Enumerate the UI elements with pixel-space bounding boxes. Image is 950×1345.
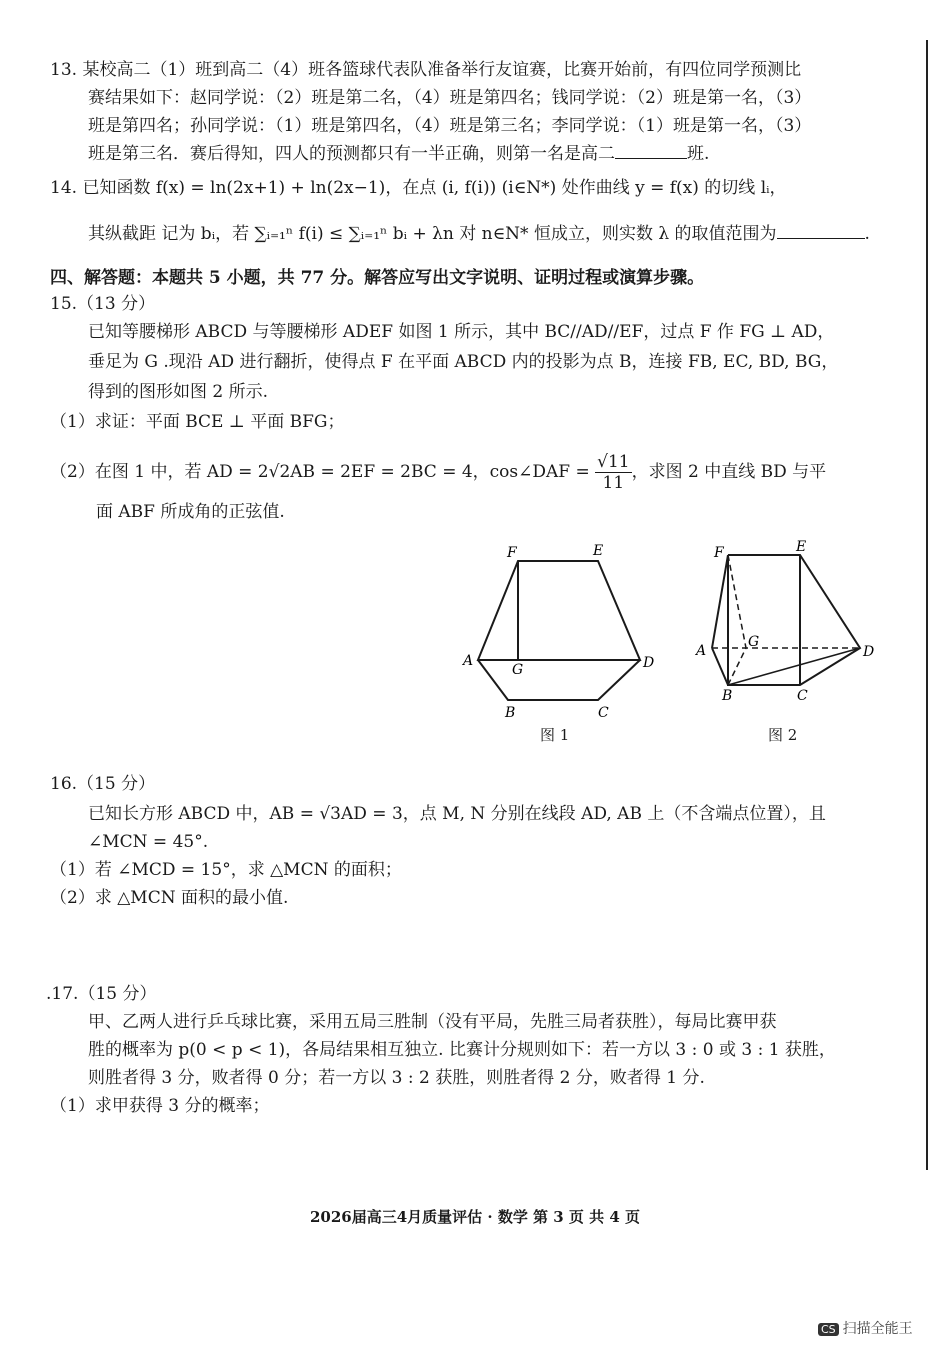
q14-line-1: 14. 已知函数 f(x) = ln(2x+1) + ln(2x−1)，在点 (i, f(i)) (i∈N*) 处作曲线 y = f(x) 的切线 lᵢ， bbox=[50, 178, 787, 198]
trapezoid-adef bbox=[478, 561, 640, 660]
q13-line-4-end: 班. bbox=[687, 144, 710, 164]
label-B: B bbox=[505, 705, 516, 721]
scanner-watermark bbox=[818, 1318, 913, 1338]
q14-line-2-text: 其纵截距 记为 bᵢ，若 ∑ᵢ₌₁ⁿ f(i) ≤ ∑ᵢ₌₁ⁿ bᵢ + λn 对 n∈N* 恒成立，则实数 λ 的取值范围为 bbox=[88, 224, 777, 244]
q17-head: .17.（15 分） bbox=[46, 984, 157, 1004]
q15-part-2-text-a: （2）在图 1 中，若 AD = 2√2AB = 2EF = 2BC = 4，cos∠DAF = bbox=[50, 462, 590, 482]
figure-2 bbox=[690, 535, 885, 705]
q16-head: 16.（15 分） bbox=[50, 774, 156, 794]
trapezoid-abcd bbox=[478, 660, 640, 700]
q15-line-2: 垂足为 G .现沿 AD 进行翻折，使得点 F 在平面 ABCD 内的投影为点 B，连接 FB, EC, BD, BG， bbox=[88, 352, 839, 372]
q14-line-2-end: . bbox=[864, 224, 870, 244]
segment-bd bbox=[728, 648, 860, 685]
figure-1 bbox=[455, 535, 670, 725]
q13-line-4 bbox=[88, 142, 709, 166]
margin-rule bbox=[926, 40, 928, 1170]
cos-fraction bbox=[595, 452, 631, 493]
q13-line-3: 班是第四名；孙同学说：（1）班是第四名，（4）班是第三名；李同学说：（1）班是第一名，（3） bbox=[88, 116, 812, 136]
q16-part-2: （2）求 △MCN 面积的最小值. bbox=[50, 888, 289, 908]
segment-ab bbox=[712, 648, 728, 685]
q15-line-1: 已知等腰梯形 ABCD 与等腰梯形 ADEF 如图 1 所示，其中 BC//AD//EF，过点 F 作 FG ⊥ AD， bbox=[88, 322, 835, 342]
label-F: F bbox=[507, 545, 517, 561]
segment-fa bbox=[712, 555, 728, 648]
q15-head: 15.（13 分） bbox=[50, 294, 156, 314]
figure-1-caption: 图 1 bbox=[540, 726, 570, 744]
q15-part-2 bbox=[50, 452, 826, 493]
label-G: G bbox=[748, 634, 760, 650]
label-C: C bbox=[797, 688, 808, 704]
q13-line-1: 13. 某校高二（1）班到高二（4）班各篮球代表队准备举行友谊赛，比赛开始前，有四位同学预测比 bbox=[50, 60, 802, 80]
q15-part-2-text-b: ，求图 2 中直线 BD 与平 bbox=[631, 462, 827, 482]
q15-part-1: （1）求证：平面 BCE ⊥ 平面 BFG； bbox=[50, 412, 345, 432]
label-B: B bbox=[722, 688, 733, 704]
scanner-watermark-text: 扫描全能王 bbox=[842, 1321, 913, 1337]
scanner-logo-icon: CS bbox=[818, 1323, 839, 1336]
figure-2-caption: 图 2 bbox=[768, 726, 798, 744]
q17-line-1: 甲、乙两人进行乒乓球比赛，采用五局三胜制（没有平局，先胜三局者获胜），每局比赛甲获 bbox=[88, 1012, 777, 1032]
page-footer: 2026届高三4月质量评估 · 数学 第 3 页 共 4 页 bbox=[309, 1208, 641, 1226]
label-A: A bbox=[696, 643, 707, 659]
q16-part-1: （1）若 ∠MCD = 15°，求 △MCN 的面积； bbox=[50, 860, 402, 880]
q13-line-2: 赛结果如下：赵同学说：（2）班是第二名，（4）班是第四名；钱同学说：（2）班是第一名，（3） bbox=[88, 88, 812, 108]
label-D: D bbox=[643, 655, 655, 671]
q13-line-4-text: 班是第三名．赛后得知，四人的预测都只有一半正确，则第一名是高二 bbox=[88, 144, 615, 164]
label-F: F bbox=[714, 545, 724, 561]
label-A: A bbox=[463, 653, 474, 669]
q16-line-1: 已知长方形 ABCD 中，AB = √3AD = 3，点 M, N 分别在线段 AD, AB 上（不含端点位置），且 bbox=[88, 804, 826, 824]
label-E: E bbox=[796, 539, 807, 555]
label-E: E bbox=[593, 543, 604, 559]
label-C: C bbox=[598, 705, 609, 721]
label-D: D bbox=[863, 644, 875, 660]
answer-blank bbox=[615, 142, 687, 159]
answer-blank bbox=[777, 222, 865, 239]
q17-part-1: （1）求甲获得 3 分的概率； bbox=[50, 1096, 270, 1116]
segment-bg-dashed bbox=[728, 648, 746, 685]
label-G: G bbox=[512, 662, 524, 678]
fraction-numerator: √11 bbox=[597, 452, 630, 472]
q17-line-2: 胜的概率为 p(0 < p < 1)，各局结果相互独立. 比赛计分规则如下：若一方以 3 : 0 或 3 : 1 获胜， bbox=[88, 1040, 836, 1060]
q15-part-2-cont: 面 ABF 所成角的正弦值. bbox=[96, 502, 285, 522]
q14-line-2 bbox=[88, 222, 870, 246]
outline bbox=[728, 555, 860, 685]
segment-fg-dashed bbox=[728, 555, 746, 648]
q16-line-2: ∠MCN = 45°. bbox=[88, 832, 209, 852]
section-4-header: 四、解答题：本题共 5 小题，共 77 分。解答应写出文字说明、证明过程或演算步骤。 bbox=[50, 268, 705, 288]
q17-line-3: 则胜者得 3 分，败者得 0 分；若一方以 3 : 2 获胜，则胜者得 2 分，败者得 1 分. bbox=[88, 1068, 705, 1088]
fraction-denominator: 11 bbox=[602, 473, 625, 493]
q15-line-3: 得到的图形如图 2 所示. bbox=[88, 382, 269, 402]
